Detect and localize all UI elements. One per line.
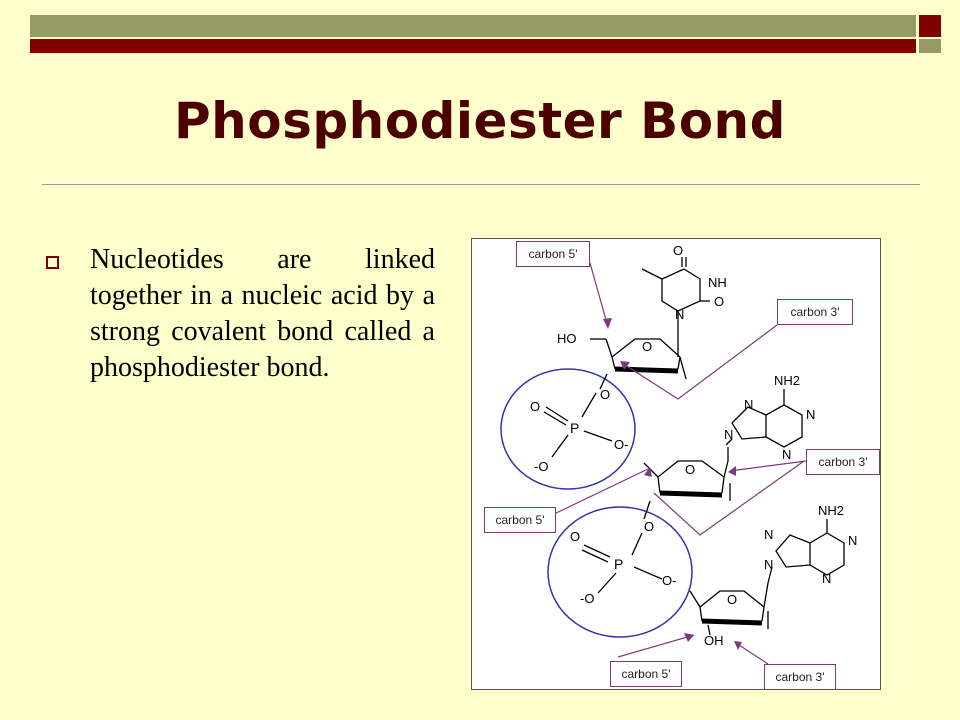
atom-P: P (614, 556, 624, 572)
atom-O-minus: O- (662, 573, 677, 588)
atom-NH2: NH2 (774, 373, 801, 388)
atom-O: O (530, 399, 541, 414)
atom-HO: HO (557, 331, 577, 346)
label-carbon3-top: carbon 3' (777, 299, 853, 325)
atom-N: N (744, 397, 754, 412)
atom-O: O (672, 243, 684, 258)
atom-O: O (644, 519, 655, 534)
sugar-bond-bold-3 (702, 621, 762, 623)
atom-OH: OH (704, 633, 724, 648)
slide-title: Phosphodiester Bond (174, 92, 786, 150)
atom-O: O (600, 387, 611, 402)
atom-minus-O: -O (534, 459, 549, 474)
atom-N: N (675, 307, 685, 322)
sugar-ring-3 (690, 583, 768, 635)
atom-O-minus: O- (614, 437, 629, 452)
atom-N: N (764, 527, 774, 542)
atom-N: N (806, 407, 816, 422)
title-divider (42, 184, 920, 185)
atom-O: O (684, 462, 696, 477)
top-band-red (30, 39, 916, 53)
bullet-square-icon (46, 256, 59, 269)
atom-O: O (641, 339, 653, 354)
label-carbon3-mid: carbon 3' (806, 449, 880, 475)
callout-arrowheads (603, 318, 742, 650)
atom-N: N (764, 557, 774, 572)
atom-O: O (570, 529, 581, 544)
atom-O: O (714, 294, 725, 309)
atom-minus-O: -O (580, 591, 595, 606)
corner-square-olive (919, 39, 941, 53)
atom-O: O (726, 592, 738, 607)
label-carbon5-bottom: carbon 5' (610, 661, 682, 687)
label-carbon5-top: carbon 5' (516, 241, 590, 267)
bullet-text: Nucleotides are linked together in a nucleic acid by a strong covalent bond called a phosphodiester bond. (90, 244, 435, 383)
atom-N: N (724, 427, 734, 442)
atom-N: N (782, 447, 792, 462)
phosphate-circle-top (501, 369, 635, 489)
atom-P: P (570, 420, 580, 436)
corner-square-red (919, 15, 941, 37)
phosphodiester-diagram (471, 238, 881, 690)
label-carbon5-mid: carbon 5' (484, 507, 556, 533)
atom-N: N (848, 533, 858, 548)
top-band-olive (30, 15, 916, 37)
sugar-bond-bold-2 (660, 493, 722, 495)
top-decoration (0, 0, 960, 62)
atom-NH: NH (708, 275, 727, 290)
label-carbon3-bottom: carbon 3' (764, 664, 836, 690)
phosphate-circle-bottom (548, 507, 692, 637)
sugar-ring-1 (590, 329, 686, 389)
adenine-base-2 (768, 519, 844, 583)
atom-N: N (822, 571, 832, 586)
atom-NH2: NH2 (818, 503, 845, 518)
